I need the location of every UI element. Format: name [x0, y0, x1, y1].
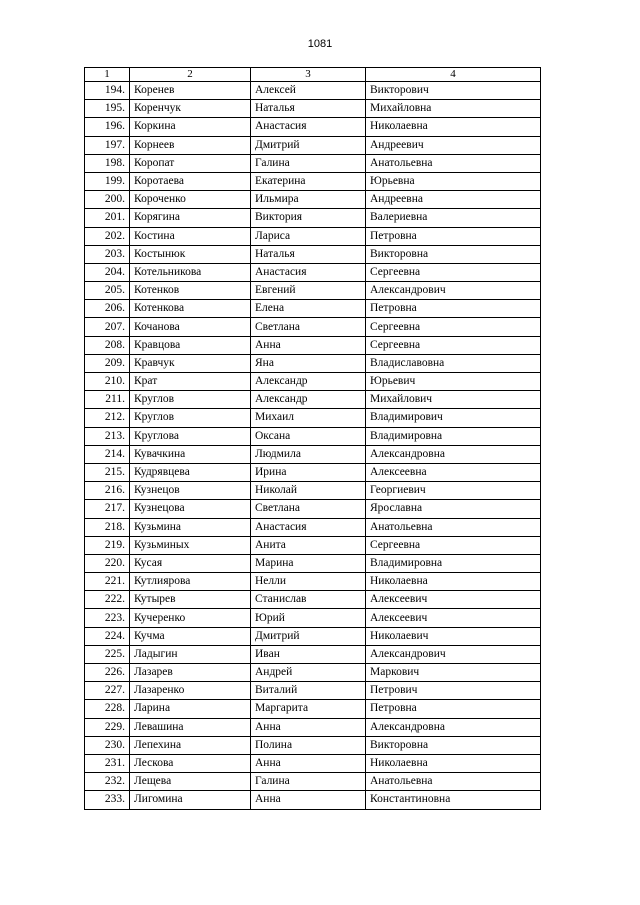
- surname-cell: Кравцова: [130, 336, 251, 354]
- table-row: [85, 500, 541, 518]
- table-row: [85, 518, 541, 536]
- row-number-cell: 222.: [85, 591, 130, 609]
- patronymic-cell: Ярославна: [366, 500, 541, 518]
- patronymic-cell: Алексеевич: [366, 609, 541, 627]
- patronymic-cell: Викторовна: [366, 736, 541, 754]
- table-row: [85, 82, 541, 100]
- patronymic-cell: Сергеевна: [366, 536, 541, 554]
- given-name-cell: Юрий: [251, 609, 366, 627]
- surname-cell: Кучеренко: [130, 609, 251, 627]
- patronymic-cell: Александровна: [366, 445, 541, 463]
- row-number-cell: 225.: [85, 645, 130, 663]
- surname-cell: Костина: [130, 227, 251, 245]
- row-number-cell: 230.: [85, 736, 130, 754]
- row-number-cell: 201.: [85, 209, 130, 227]
- patronymic-cell: Константиновна: [366, 791, 541, 809]
- table-row: [85, 445, 541, 463]
- surname-cell: Круглов: [130, 409, 251, 427]
- patronymic-cell: Юрьевич: [366, 373, 541, 391]
- given-name-cell: Наталья: [251, 100, 366, 118]
- table-row: [85, 263, 541, 281]
- patronymic-cell: Юрьевна: [366, 172, 541, 190]
- surname-cell: Коренев: [130, 82, 251, 100]
- surname-cell: Кудрявцева: [130, 463, 251, 481]
- table-row: [85, 664, 541, 682]
- patronymic-cell: Николаевна: [366, 573, 541, 591]
- table-header-row: [85, 68, 541, 82]
- surname-cell: Коркина: [130, 118, 251, 136]
- roster-table: [84, 67, 541, 810]
- patronymic-cell: Викторовна: [366, 245, 541, 263]
- surname-cell: Круглова: [130, 427, 251, 445]
- patronymic-cell: Петровна: [366, 300, 541, 318]
- surname-cell: Кутлиярова: [130, 573, 251, 591]
- given-name-cell: Анна: [251, 336, 366, 354]
- given-name-cell: Маргарита: [251, 700, 366, 718]
- given-name-cell: Людмила: [251, 445, 366, 463]
- row-number-cell: 216.: [85, 482, 130, 500]
- given-name-cell: Анна: [251, 718, 366, 736]
- row-number-cell: 205.: [85, 282, 130, 300]
- table-row: [85, 427, 541, 445]
- row-number-cell: 211.: [85, 391, 130, 409]
- patronymic-cell: Николаевич: [366, 627, 541, 645]
- row-number-cell: 204.: [85, 263, 130, 281]
- patronymic-cell: Алексеевна: [366, 463, 541, 481]
- given-name-cell: Михаил: [251, 409, 366, 427]
- given-name-cell: Александр: [251, 391, 366, 409]
- given-name-cell: Оксана: [251, 427, 366, 445]
- column-header: 3: [251, 68, 366, 82]
- surname-cell: Лепехина: [130, 736, 251, 754]
- surname-cell: Лещева: [130, 773, 251, 791]
- given-name-cell: Дмитрий: [251, 627, 366, 645]
- given-name-cell: Виталий: [251, 682, 366, 700]
- surname-cell: Кузнецова: [130, 500, 251, 518]
- given-name-cell: Марина: [251, 554, 366, 572]
- row-number-cell: 196.: [85, 118, 130, 136]
- row-number-cell: 214.: [85, 445, 130, 463]
- row-number-cell: 226.: [85, 664, 130, 682]
- patronymic-cell: Андреевна: [366, 191, 541, 209]
- row-number-cell: 200.: [85, 191, 130, 209]
- given-name-cell: Анастасия: [251, 118, 366, 136]
- table-row: [85, 209, 541, 227]
- row-number-cell: 215.: [85, 463, 130, 481]
- surname-cell: Лазарев: [130, 664, 251, 682]
- column-header: 2: [130, 68, 251, 82]
- row-number-cell: 218.: [85, 518, 130, 536]
- given-name-cell: Станислав: [251, 591, 366, 609]
- patronymic-cell: Владиславовна: [366, 354, 541, 372]
- given-name-cell: Наталья: [251, 245, 366, 263]
- table-row: [85, 227, 541, 245]
- patronymic-cell: Николаевна: [366, 118, 541, 136]
- table-row: [85, 736, 541, 754]
- given-name-cell: Александр: [251, 373, 366, 391]
- surname-cell: Корнеев: [130, 136, 251, 154]
- table-row: [85, 191, 541, 209]
- given-name-cell: Евгений: [251, 282, 366, 300]
- patronymic-cell: Александровна: [366, 718, 541, 736]
- table-row: [85, 463, 541, 481]
- given-name-cell: Анна: [251, 791, 366, 809]
- patronymic-cell: Михайлович: [366, 391, 541, 409]
- row-number-cell: 227.: [85, 682, 130, 700]
- table-row: [85, 336, 541, 354]
- row-number-cell: 232.: [85, 773, 130, 791]
- table-row: [85, 354, 541, 372]
- given-name-cell: Анастасия: [251, 263, 366, 281]
- row-number-cell: 203.: [85, 245, 130, 263]
- row-number-cell: 228.: [85, 700, 130, 718]
- surname-cell: Костынюк: [130, 245, 251, 263]
- given-name-cell: Анастасия: [251, 518, 366, 536]
- given-name-cell: Алексей: [251, 82, 366, 100]
- patronymic-cell: Анатольевна: [366, 154, 541, 172]
- patronymic-cell: Петрович: [366, 682, 541, 700]
- surname-cell: Котенков: [130, 282, 251, 300]
- row-number-cell: 223.: [85, 609, 130, 627]
- row-number-cell: 233.: [85, 791, 130, 809]
- row-number-cell: 209.: [85, 354, 130, 372]
- table-row: [85, 172, 541, 190]
- patronymic-cell: Сергеевна: [366, 318, 541, 336]
- page-number: 1081: [307, 38, 333, 50]
- table-row: [85, 100, 541, 118]
- row-number-cell: 202.: [85, 227, 130, 245]
- patronymic-cell: Михайловна: [366, 100, 541, 118]
- table-body: [85, 82, 541, 810]
- table-row: [85, 700, 541, 718]
- patronymic-cell: Андреевич: [366, 136, 541, 154]
- row-number-cell: 224.: [85, 627, 130, 645]
- table-row: [85, 682, 541, 700]
- table-row: [85, 791, 541, 809]
- table-row: [85, 627, 541, 645]
- row-number-cell: 207.: [85, 318, 130, 336]
- given-name-cell: Ирина: [251, 463, 366, 481]
- patronymic-cell: Петровна: [366, 227, 541, 245]
- surname-cell: Кравчук: [130, 354, 251, 372]
- table-row: [85, 645, 541, 663]
- patronymic-cell: Георгиевич: [366, 482, 541, 500]
- given-name-cell: Ильмира: [251, 191, 366, 209]
- surname-cell: Левашина: [130, 718, 251, 736]
- surname-cell: Котельникова: [130, 263, 251, 281]
- table-row: [85, 718, 541, 736]
- surname-cell: Кочанова: [130, 318, 251, 336]
- patronymic-cell: Николаевна: [366, 754, 541, 772]
- table-row: [85, 136, 541, 154]
- surname-cell: Лигомина: [130, 791, 251, 809]
- given-name-cell: Андрей: [251, 664, 366, 682]
- table-row: [85, 536, 541, 554]
- table-row: [85, 609, 541, 627]
- surname-cell: Коротаева: [130, 172, 251, 190]
- surname-cell: Кузьминых: [130, 536, 251, 554]
- given-name-cell: Елена: [251, 300, 366, 318]
- row-number-cell: 208.: [85, 336, 130, 354]
- row-number-cell: 220.: [85, 554, 130, 572]
- patronymic-cell: Сергеевна: [366, 336, 541, 354]
- patronymic-cell: Алексеевич: [366, 591, 541, 609]
- surname-cell: Крат: [130, 373, 251, 391]
- patronymic-cell: Викторович: [366, 82, 541, 100]
- given-name-cell: Виктория: [251, 209, 366, 227]
- column-header: 1: [85, 68, 130, 82]
- patronymic-cell: Владимировна: [366, 554, 541, 572]
- given-name-cell: Иван: [251, 645, 366, 663]
- patronymic-cell: Анатольевна: [366, 518, 541, 536]
- patronymic-cell: Валериевна: [366, 209, 541, 227]
- table-row: [85, 118, 541, 136]
- row-number-cell: 206.: [85, 300, 130, 318]
- surname-cell: Лескова: [130, 754, 251, 772]
- patronymic-cell: Александрович: [366, 645, 541, 663]
- table-row: [85, 573, 541, 591]
- table-row: [85, 409, 541, 427]
- given-name-cell: Галина: [251, 154, 366, 172]
- table-row: [85, 754, 541, 772]
- given-name-cell: Лариса: [251, 227, 366, 245]
- row-number-cell: 194.: [85, 82, 130, 100]
- column-header: 4: [366, 68, 541, 82]
- row-number-cell: 231.: [85, 754, 130, 772]
- given-name-cell: Анита: [251, 536, 366, 554]
- table-row: [85, 318, 541, 336]
- table-row: [85, 482, 541, 500]
- patronymic-cell: Александрович: [366, 282, 541, 300]
- given-name-cell: Дмитрий: [251, 136, 366, 154]
- row-number-cell: 199.: [85, 172, 130, 190]
- surname-cell: Корягина: [130, 209, 251, 227]
- surname-cell: Ладыгин: [130, 645, 251, 663]
- table-row: [85, 282, 541, 300]
- surname-cell: Коропат: [130, 154, 251, 172]
- table-row: [85, 154, 541, 172]
- row-number-cell: 213.: [85, 427, 130, 445]
- table-row: [85, 591, 541, 609]
- patronymic-cell: Анатольевна: [366, 773, 541, 791]
- given-name-cell: Нелли: [251, 573, 366, 591]
- table-row: [85, 245, 541, 263]
- surname-cell: Котенкова: [130, 300, 251, 318]
- row-number-cell: 219.: [85, 536, 130, 554]
- patronymic-cell: Маркович: [366, 664, 541, 682]
- surname-cell: Круглов: [130, 391, 251, 409]
- row-number-cell: 229.: [85, 718, 130, 736]
- table-row: [85, 773, 541, 791]
- given-name-cell: Анна: [251, 754, 366, 772]
- surname-cell: Кузнецов: [130, 482, 251, 500]
- given-name-cell: Полина: [251, 736, 366, 754]
- given-name-cell: Светлана: [251, 500, 366, 518]
- surname-cell: Кучма: [130, 627, 251, 645]
- row-number-cell: 198.: [85, 154, 130, 172]
- row-number-cell: 197.: [85, 136, 130, 154]
- row-number-cell: 221.: [85, 573, 130, 591]
- surname-cell: Коренчук: [130, 100, 251, 118]
- row-number-cell: 195.: [85, 100, 130, 118]
- row-number-cell: 212.: [85, 409, 130, 427]
- given-name-cell: Екатерина: [251, 172, 366, 190]
- given-name-cell: Николай: [251, 482, 366, 500]
- surname-cell: Кутырев: [130, 591, 251, 609]
- patronymic-cell: Владимирович: [366, 409, 541, 427]
- given-name-cell: Яна: [251, 354, 366, 372]
- surname-cell: Короченко: [130, 191, 251, 209]
- given-name-cell: Галина: [251, 773, 366, 791]
- table-row: [85, 554, 541, 572]
- table-row: [85, 300, 541, 318]
- row-number-cell: 210.: [85, 373, 130, 391]
- table-row: [85, 373, 541, 391]
- row-number-cell: 217.: [85, 500, 130, 518]
- patronymic-cell: Сергеевна: [366, 263, 541, 281]
- surname-cell: Кувачкина: [130, 445, 251, 463]
- surname-cell: Ларина: [130, 700, 251, 718]
- patronymic-cell: Владимировна: [366, 427, 541, 445]
- patronymic-cell: Петровна: [366, 700, 541, 718]
- table-row: [85, 391, 541, 409]
- given-name-cell: Светлана: [251, 318, 366, 336]
- surname-cell: Кузьмина: [130, 518, 251, 536]
- surname-cell: Лазаренко: [130, 682, 251, 700]
- surname-cell: Кусая: [130, 554, 251, 572]
